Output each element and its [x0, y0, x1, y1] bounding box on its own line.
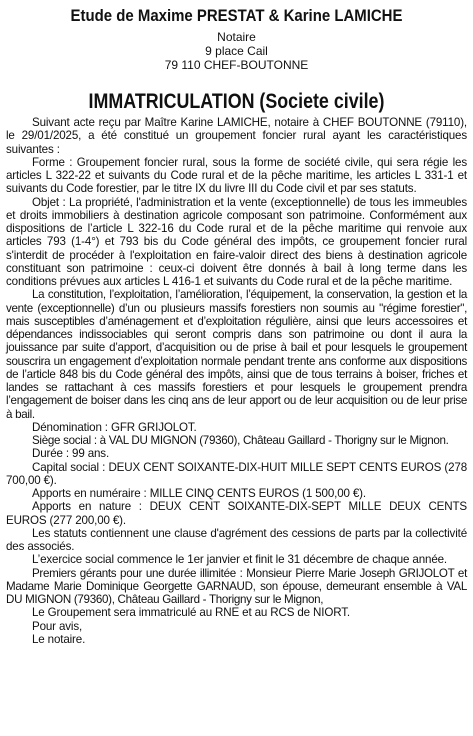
- paragraph-signature: Le notaire.: [32, 632, 86, 646]
- notice-body: [6, 116, 467, 646]
- office-street: 9 place Cail: [205, 44, 268, 58]
- paragraph-managers: Premiers gérants pour une durée illimitée : Monsieur Pierre Marie Joseph GRIJOLOT et Madame Marie Dominique Georgette GARNAUD, son épouse, demeurant ensemble à VAL DU MIGNON (79360), Château Gaillard - Thorigny sur le Mignon,: [6, 566, 467, 606]
- paragraph-name: Dénomination : GFR GRIJOLOT.: [32, 420, 197, 434]
- notice-title: IMMATRICULATION (Societe civile): [88, 90, 385, 113]
- paragraph-preamble: Suivant acte reçu par Maître Karine LAMICHE, notaire à CHEF BOUTONNE (79110), le 29/01/2025, a été constitué un groupement foncier rural ayant les caractéristiques suivantes :: [6, 116, 467, 156]
- paragraph-fiscal-year: L’exercice social commence le 1er janvier et finit le 31 décembre de chaque année.: [32, 553, 447, 567]
- office-name: Etude de Maxime PRESTAT & Karine LAMICHE: [70, 6, 403, 25]
- office-city: 79 110 CHEF-BOUTONNE: [164, 58, 309, 72]
- paragraph-form: Forme : Groupement foncier rural, sous la forme de société civile, qui sera régie les articles L 322-22 et suivants du Code rural et de la pêche maritime, les articles L 331-1 et suivants du Code forestier, par le titre IX du livre III du Code civil et par ses statuts.: [6, 155, 467, 196]
- paragraph-approval-clause: Les statuts contiennent une clause d'agrément des cessions de parts par la collectivité des associés.: [6, 526, 467, 553]
- paragraph-forestry: La constitution, l’exploitation, l’amélioration, l’équipement, la conservation, la gestion et la vente (exceptionnelle) d’un ou plusieurs massifs forestiers non soumis au "régime forestier", mais susceptibles d’aménagement et d’exploitation régulière, ainsi que leurs accessoires et dépendances indissociables qui seront compris dans son patrimoine ou dont il aura la jouissance par suite d’apport, d’acquisition ou de prise à bail et pour lesquels le groupement souscrira un engagement d’exploitation normale pendant trente ans conforme aux dispositions de l’article 848 bis du Code général des impôts, ainsi que de tous terrains à boiser, friches et landes se rattachant à ces massifs forestiers et pour lesquels le groupement prendra l’engagement de boiser dans les cinq ans de leur apport ou de leur acquisition ou de leur prise à bail.: [6, 288, 467, 421]
- paragraph-duration: Durée : 99 ans.: [32, 447, 110, 461]
- paragraph-cash-contribution: Apports en numéraire : MILLE CINQ CENTS EUROS (1 500,00 €).: [32, 487, 366, 500]
- paragraph-seat: Siège social : à VAL DU MIGNON (79360), Château Gaillard - Thorigny sur le Mignon.: [32, 434, 449, 447]
- paragraph-registration: Le Groupement sera immatriculé au RNE et au RCS de NIORT.: [32, 606, 350, 620]
- paragraph-object: Objet : La propriété, l'administration et la vente (exceptionnelle) de tous les immeubles et droits immobiliers à destination agricole composant son patrimoine. Conformément aux dispositions de l’article L 322-16 du Code rural et de la pêche maritime qui renvoie aux articles 793 (1-4°) et 793 bis du Code général des impôts, ce groupement foncier rural s'interdit de procéder à l'exploitation en faire-valoir direct des biens à destination agricole constituant son patrimoine : ceux-ci doivent être donnés à bail à long terme dans les conditions prévues aux articles L 416-1 et suivants du Code rural et de la pêche maritime.: [6, 195, 467, 288]
- paragraph-closing: Pour avis,: [32, 619, 83, 633]
- paragraph-kind-contribution: Apports en nature : DEUX CENT SOIXANTE-DIX-SEPT MILLE DEUX CENTS EUROS (277 200,00 €).: [6, 500, 467, 527]
- paragraph-capital: Capital social : DEUX CENT SOIXANTE-DIX-HUIT MILLE SEPT CENTS EUROS (278 700,00 €).: [6, 460, 467, 487]
- office-role: Notaire: [217, 30, 256, 44]
